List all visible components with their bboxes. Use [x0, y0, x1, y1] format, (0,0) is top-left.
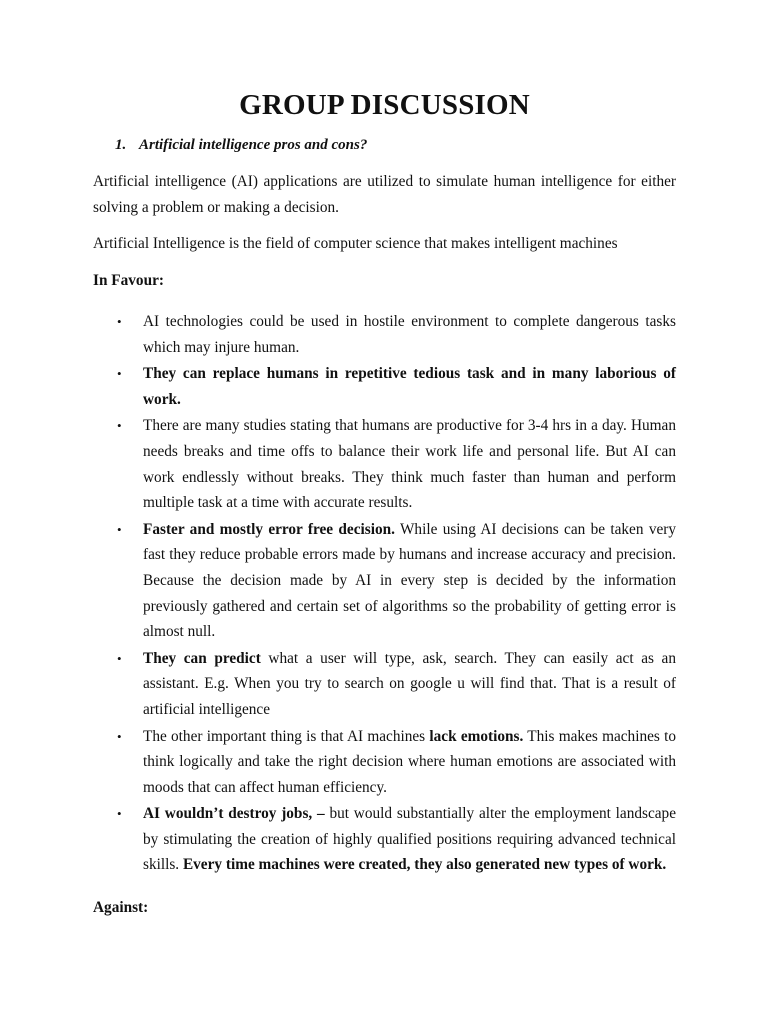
bullet-bold-text: They can predict	[143, 649, 261, 667]
bullet-icon: •	[117, 650, 122, 666]
bullet-icon: •	[117, 366, 122, 382]
bullet-text: While using AI decisions can be taken very fast they reduce probable errors made by humans and increase accuracy and precision. Because the decision made by AI in every step is decided by the information previously gathered and certain set of algorithms so the probability of getting error is almost null.	[143, 520, 676, 641]
against-heading: Against:	[93, 899, 149, 917]
bullet-icon: •	[117, 521, 122, 537]
list-item	[93, 517, 676, 645]
bullet-bold-text-after: Every time machines were created, they also generated new types of work.	[182, 856, 667, 874]
question-number: 1.	[115, 137, 127, 153]
question-text: Artificial intelligence pros and cons?	[139, 137, 368, 153]
bullet-text: but would substantially alter the employment landscape by stimulating the creation of highly qualified positions requiring advanced technical skills.	[143, 805, 676, 874]
list-item	[93, 361, 676, 412]
bullet-text: There are many studies stating that humans are productive for 3-4 hrs in a day. Human needs breaks and time offs to balance their work life and personal life. But AI can work endlessly without breaks. They think much faster than human and perform multiple task at a time with accurate results.	[143, 417, 676, 512]
in-favour-heading: In Favour:	[93, 271, 164, 289]
list-item	[93, 801, 676, 878]
page-title: GROUP DISCUSSION	[239, 89, 530, 121]
bullet-icon: •	[117, 418, 122, 434]
bullet-icon: •	[117, 728, 122, 744]
bullet-icon: •	[117, 806, 122, 822]
list-item	[93, 724, 676, 801]
bullet-text-after: This makes machines to think logically and take the right decision where human emotions are associated with moods that can affect human efficiency.	[143, 727, 676, 796]
bullet-text: The other important thing is that AI machines	[143, 727, 430, 745]
bullet-icon: •	[117, 314, 122, 329]
bullet-bold-text: AI wouldn’t destroy jobs, –	[143, 805, 325, 823]
question-heading	[115, 134, 676, 156]
list-item	[93, 309, 676, 360]
list-item	[93, 646, 676, 723]
bullet-bold-text: Faster and mostly error free decision.	[143, 520, 395, 538]
bullet-bold-text: They can replace humans in repetitive tedious task and in many laborious of work.	[143, 365, 676, 408]
bullet-text: AI technologies could be used in hostile environment to complete dangerous tasks which may injure human.	[143, 313, 676, 356]
list-item	[93, 413, 676, 515]
bullet-text: what a user will type, ask, search. They can easily act as an assistant. E.g. When you try to search on google u will find that. That is a result of artificial intelligence	[143, 649, 676, 718]
in-favour-list	[93, 309, 676, 878]
bullet-bold-text: lack emotions.	[429, 727, 524, 745]
intro-paragraph-2: Artificial Intelligence is the field of computer science that makes intelligent machines	[93, 235, 618, 252]
intro-paragraph-1: Artificial intelligence (AI) applications are utilized to simulate human intelligence for either solving a problem or making a decision.	[93, 173, 676, 216]
